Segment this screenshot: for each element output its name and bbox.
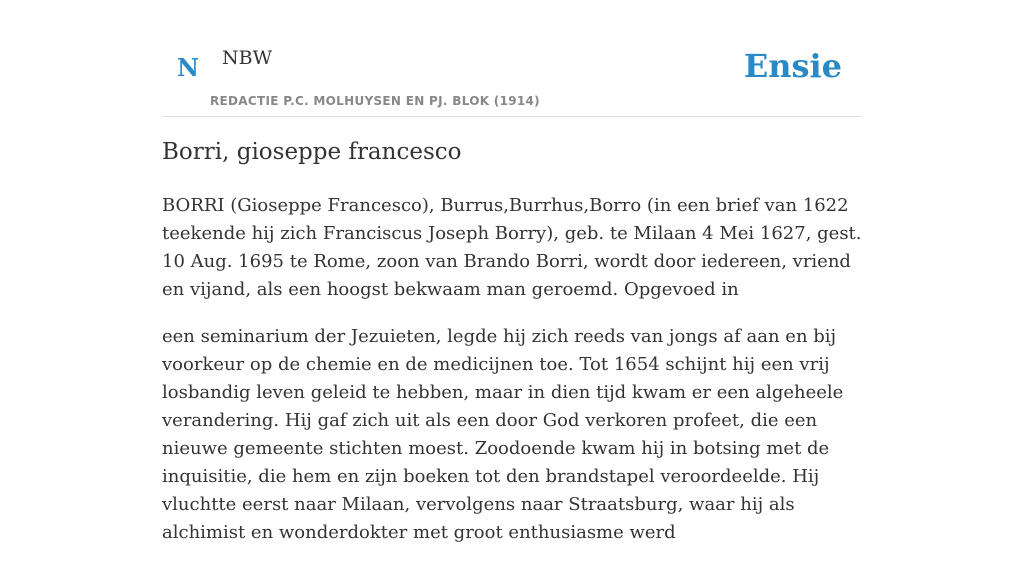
- source-name[interactable]: NBW: [222, 47, 273, 69]
- article-paragraph: BORRI (Gioseppe Francesco), Burrus,Burrhus,Borro (in een brief van 1622 teekende hij zich Franciscus Joseph Borry), geb. te Milaan 4 Mei 1627, gest. 10 Aug. 1695 te Rome, zoon van Brando Borri, wordt door iedereen, vriend en vijand, als een hoogst bekwaam man geroemd. Opgevoed in: [162, 195, 862, 300]
- source-logo[interactable]: N: [177, 53, 199, 82]
- article-paragraph: een seminarium der Jezuieten, legde hij zich reeds van jongs af aan en bij voorkeur op de chemie en de medicijnen toe. Tot 1654 schijnt hij een vrij losbandig leven geleid te hebben, maar in dien tijd kwam er een algeheele verandering. Hij gaf zich uit als een door God verkoren profeet, die een nieuwe gemeente stichten moest. Zoodoende kwam hij in botsing met de inquisitie, die hem en zijn boeken tot den brandstapel veroordeelde. Hij vluchtte eerst naar Milaan, vervolgens naar Straatsburg, waar hij als alchimist en wonderdokter met groot enthusiasme werd: [162, 326, 844, 543]
- brand-logo[interactable]: Ensie: [743, 47, 842, 85]
- article-title: Borri, gioseppe francesco: [162, 139, 462, 165]
- source-subtitle: REDACTIE P.C. MOLHUYSEN EN PJ. BLOK (1914): [210, 94, 540, 108]
- source-header: [162, 0, 862, 117]
- article-body: [162, 192, 862, 566]
